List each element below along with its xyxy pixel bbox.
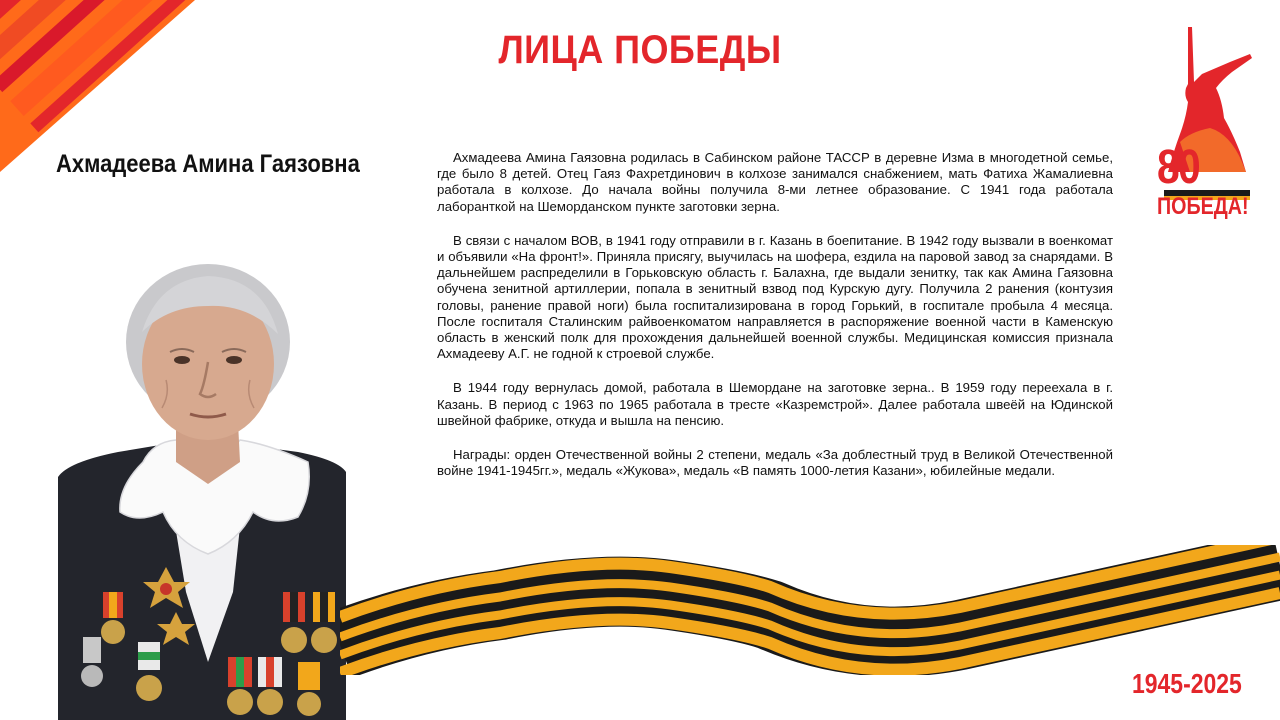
biography-text (437, 150, 1113, 497)
bio-paragraph: Награды: орден Отечественной войны 2 степени, медаль «За доблестный труд в Великой Отечественной войне 1941-1945гг.», медаль «Жукова», медаль «В память 1000-летия Казани», юбилейные медали. (437, 447, 1113, 479)
bio-paragraph: В связи с началом ВОВ, в 1941 году отправили в г. Казань в боепитание. В 1942 году вызвали в военкомат и объявили «На фронт!». Приняла присягу, выучилась на шофера, ездила на паровой завод за снарядами. В дальнейшем распределили в Горьковскую область г. Балахна, где выдали зенитку, так как Амина Гаязовна обучена зенитной артиллерии, попала в зенитный взвод под Курскую дугу. Получила 2 ранения (контузия головы, ранение правой ноги) была госпитализирована в город Горький, в госпитале пробыла 4 месяца. После госпиталя Сталинским райвоенкоматом направляется в распоряжение военной части в Каменскую область в женский полк для прохождения дальнейшей военной службы. Медицинская комиссия признала Ахмадееву А.Г. не годной к строевой службе. (437, 232, 1113, 362)
bio-paragraph: В 1944 году вернулась домой, работала в Шемордане на заготовке зерна.. В 1959 году переехала в г. Казань. В период с 1963 по 1965 работала в тресте «Казремстрой». Далее работала швеёй на Юдинской швейной фабрике, откуда и вышла на пенсию. (437, 380, 1113, 428)
veteran-portrait-photo (58, 262, 346, 720)
person-name: Ахмадеева Амина Гаязовна (56, 150, 360, 178)
emblem-word: ПОБЕДА! (1157, 193, 1249, 220)
st-george-ribbon (340, 545, 1280, 675)
page-title: ЛИЦА ПОБЕДЫ (498, 28, 782, 72)
years-label: 1945-2025 (1132, 668, 1242, 699)
corner-stripes-decoration (0, 0, 200, 175)
emblem-number: 80 (1157, 141, 1199, 194)
bio-paragraph: Ахмадеева Амина Гаязовна родилась в Сабинском районе ТАССР в деревне Изма в многодетной семье, где было 8 детей. Отец Гаяз Фахретдинович в колхозе занимался снабжением, мать Фатиха Жамалиевна работала в колхозе. До начала войны получила 8-ми летнее образование. С 1941 года работала лаборанткой на Шеморданском пункте заготовки зерна. (437, 150, 1113, 214)
